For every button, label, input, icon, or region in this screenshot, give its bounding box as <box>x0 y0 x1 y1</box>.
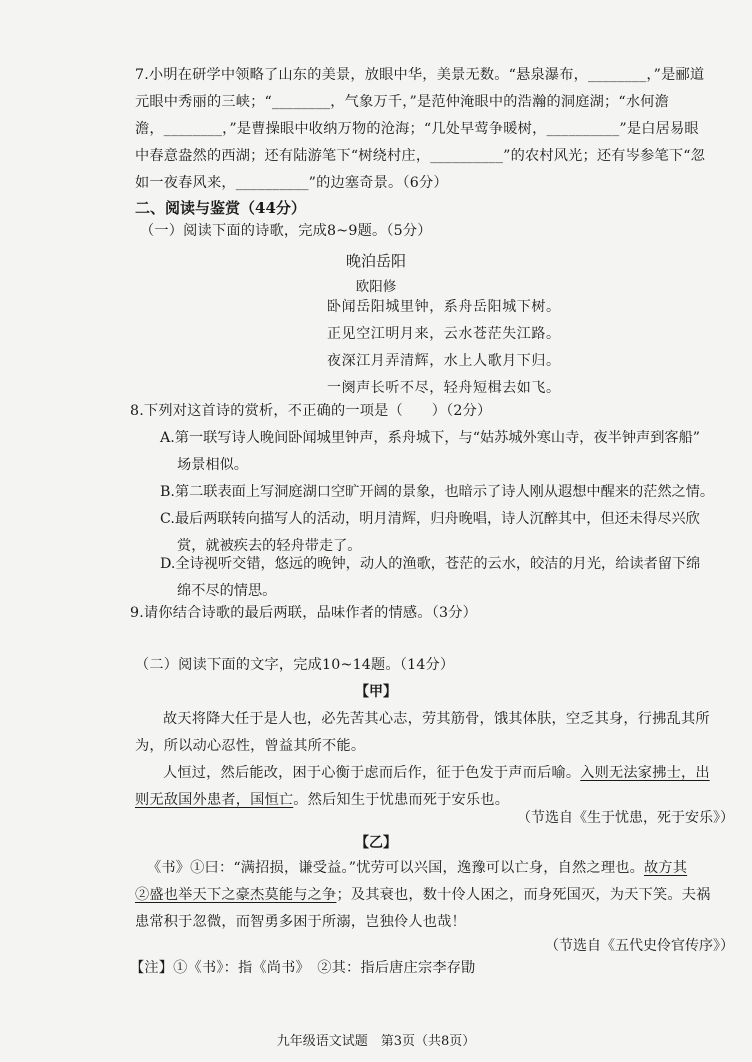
q7-line: 中春意盎然的西湖；还有陆游笔下“树绕村庄，__________”的农村风光；还有岑参笔下“忽 <box>135 148 706 164</box>
passage-yi-source: （节选自《五代史伶官传序》） <box>545 938 734 954</box>
poem-title: 晚泊岳阳 <box>345 252 406 270</box>
question-7 <box>135 62 735 197</box>
q8-option-text: D.全诗视听交错，悠远的晚钟，动人的渔歌，苍茫的云水，皎洁的月光，给读者留下绵 <box>160 556 701 572</box>
annotation-note <box>130 955 730 982</box>
q8-option-b <box>160 479 745 506</box>
section-2-title: 二、阅读与鉴赏（44分） <box>135 199 306 217</box>
poem-body <box>327 294 561 402</box>
passage-underlined-text: 故方其 <box>643 860 688 876</box>
q8-option-text: C.最后两联转向描写人的活动，明月清辉，归舟晚唱，诗人沉醉其中，但还未得尽兴欣 <box>160 511 700 527</box>
passage-text: 《书》①曰：“满招损，谦受益。”忧劳可以兴国，逸豫可以亡身，自然之理也。 <box>147 860 644 876</box>
passage-jia <box>135 706 740 814</box>
passage-jia-source: （节选自《生于忧患，死于安乐》） <box>517 810 734 826</box>
q8-option-text: A.第一联写诗人晚间卧闻城里钟声，系舟城下，与“姑苏城外寒山寺，夜半钟声到客船” <box>160 430 701 446</box>
passage-text: 人恒过，然后能改，困于心衡于虑而后作，征于色发于声而后喻。 <box>163 765 581 781</box>
q8-option-d <box>160 551 745 605</box>
part-2-intro <box>135 652 735 679</box>
q8-option-text: 绵不尽的情思。 <box>177 583 277 599</box>
poem-author: 欧阳修 <box>355 279 397 295</box>
passage-line: 患常积于忽微，而智勇多困于所溺，岂独伶人也哉！ <box>135 914 466 930</box>
q8-option-text: 赏，就被疾去的轻舟带走了。 <box>177 538 362 554</box>
passage-underlined-text: ②盛也举天下之豪杰莫能与之争 <box>135 887 337 903</box>
q8-stem-text: 8.下列对这首诗的赏析，不正确的一项是（ ）（2分） <box>130 403 492 419</box>
passage-text: ；及其衰也，数十伶人困之，而身死国灭，为天下笑。夫祸 <box>336 887 711 903</box>
q7-line: 澹，________，”是曹操眼中收纳万物的沧海；“几处早莺争暖树，__________”是白居易眼 <box>135 121 699 137</box>
passage-jia-label: 【甲】 <box>355 684 397 700</box>
poem-line: 夜深江月弄清辉，水上人歌月下归。 <box>327 353 561 369</box>
poem-line: 一阕声长听不尽，轻舟短楫去如飞。 <box>327 380 561 396</box>
question-8-stem <box>130 398 730 425</box>
q7-line: 元眼中秀丽的三峡；“________，气象万千，”是范仲淹眼中的浩瀚的洞庭湖；“水何澹 <box>135 94 670 110</box>
page-footer: 九年级语文试题 第3页（共8页） <box>276 1034 476 1049</box>
annotation-text: 【注】①《书》：指《尚书》 ②其：指后唐庄宗李存勖 <box>130 960 476 976</box>
passage-yi <box>135 855 740 936</box>
poem-line: 正见空江明月来，云水苍茫失江路。 <box>327 326 561 342</box>
part-2-intro-text: （二）阅读下面的文字，完成10~14题。（14分） <box>135 657 455 673</box>
q8-option-a <box>160 425 745 479</box>
passage-text: 。然后知生于忧患而死于安乐也。 <box>293 792 510 808</box>
passage-underlined-text: 则无敌国外患者，国恒亡 <box>135 792 294 808</box>
passage-line: 为，所以动心忍性，曾益其所不能。 <box>135 738 366 754</box>
q8-option-text: 场景相似。 <box>177 457 248 473</box>
question-9 <box>130 600 730 627</box>
part-1-intro <box>140 218 740 245</box>
poem-line: 卧闻岳阳城里钟，系舟岳阳城下树。 <box>327 299 561 315</box>
passage-line: 故天将降大任于是人也，必先苦其心志，劳其筋骨，饿其体肤，空乏其身，行拂乱其所 <box>163 711 710 727</box>
q9-stem-text: 9.请你结合诗歌的最后两联，品味作者的情感。（3分） <box>130 605 477 621</box>
part-1-intro-text: （一）阅读下面的诗歌，完成8~9题。（5分） <box>140 223 432 239</box>
passage-yi-label: 【乙】 <box>355 835 397 851</box>
q7-line: 如一夜春风来，__________”的边塞奇景。（6分） <box>135 175 448 191</box>
q7-line: 7.小明在研学中领略了山东的美景，放眼中华，美景无数。“悬泉瀑布，________，”是郦道 <box>135 67 705 83</box>
q8-option-text: B.第二联表面上写洞庭湖口空旷开阔的景象，也暗示了诗人刚从遐想中醒来的茫然之情。 <box>160 484 715 500</box>
passage-underlined-text: 入则无法家拂士，出 <box>580 765 710 781</box>
